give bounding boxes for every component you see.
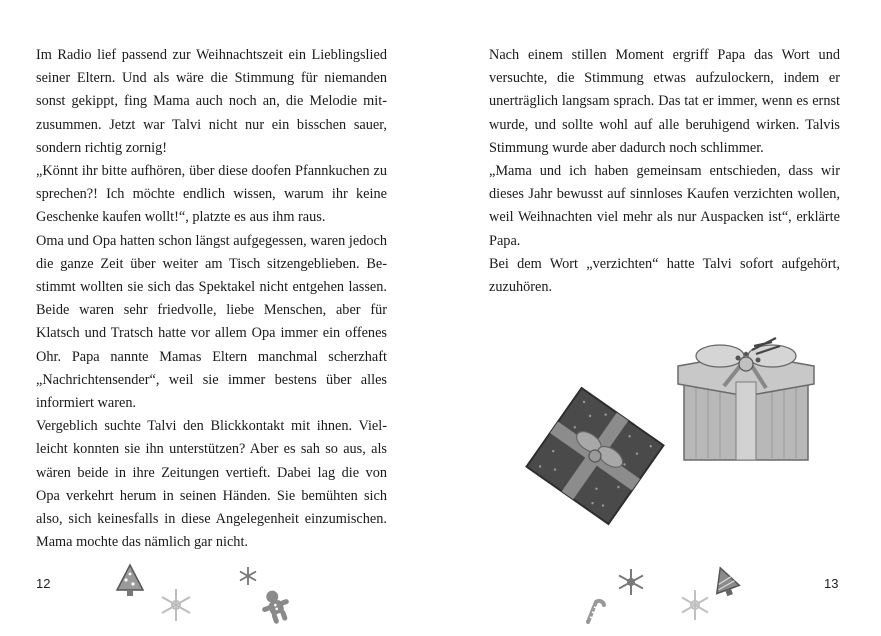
snowflake-small-icon xyxy=(238,566,258,586)
snowflake-small-icon xyxy=(616,567,646,597)
left-page-text xyxy=(36,44,387,554)
christmas-tree-cookie-icon xyxy=(112,562,148,598)
snowflake-large-icon xyxy=(678,588,712,622)
candy-cane-icon xyxy=(582,594,606,624)
paragraph: Nach einem stillen Moment ergriff Papa das Wort und versuchte, die Stimmung etwas aufzulockern, indem er unerträglich langsam sprach. Das tat er immer, wenn es ernst wurde, und sollte wohl auf alle beruhigend wirken. Talvis Stimmung wurde aber dadurch noch schlimmer. xyxy=(489,47,840,156)
paragraph: „Mama und ich haben gemeinsam entschieden, dass wir dieses Jahr bewusst auf sinnloses Kaufen verzichten wollen, weil Weihnachten viel mehr als nur Auspacken ist“, erklärte Papa. xyxy=(489,163,840,249)
left-page xyxy=(0,0,440,636)
gift-box-dark-dotted-icon xyxy=(520,386,670,526)
paragraph: Vergeblich suchte Talvi den Blickkontakt mit ihnen. Vielleicht konnten sie ihn unterstützen? Aber es sah so aus, als wären beide in ihre Zeitungen vertieft. Dabei lag die von Opa verkehrt herum in seinen Händen. Sie bemühten sich also, sich keinesfalls in diese Angelegenheit einzumischen. Mama mochte das nämlich gar nicht. xyxy=(36,418,387,551)
paragraph: „Könnt ihr bitte aufhören, über diese doofen Pfannkuchen zu sprechen?! Ich möchte endlich wissen, warum ihr keine Geschenke kaufen wollt!“, platzte es aus ihm raus. xyxy=(36,163,387,226)
paragraph: Bei dem Wort „verzichten“ hatte Talvi sofort aufgehört, zuzuhören. xyxy=(489,255,840,296)
paragraph: Oma und Opa hatten schon längst aufgegessen, waren jedoch die ganze Zeit über weiter am Tisch sitzengeblieben. Bestimmt wollten sie sich das Spektakel nicht entgehen lassen. Beide waren sehr friedvolle, liebe Menschen, aber für Klatsch und Tratsch hatte vor allem Opa immer ein offenes Ohr. Papa nannte Mamas Eltern manchmal scherzhaft „Nachrichtensender“, weil sie immer bestens über alles informiert waren. xyxy=(36,232,387,412)
christmas-tree-cookie-icon xyxy=(708,564,742,598)
gingerbread-man-icon xyxy=(260,589,292,625)
gift-box-light-striped-icon xyxy=(676,336,816,462)
paragraph: Im Radio lief passend zur Weihnachtszeit ein Lieblingslied seiner Eltern. Und als wäre die Stimmung für niemanden sonst gekippt, fing Mama auch noch an, die Melodie mitzusummen. Jetzt war Talvi nicht nur ein bisschen sauer, sondern richtig zornig! xyxy=(36,47,387,156)
right-page xyxy=(440,0,881,636)
page-number: 12 xyxy=(36,576,51,591)
right-page-text xyxy=(489,44,840,299)
page-number: 13 xyxy=(824,576,839,591)
snowflake-large-icon xyxy=(158,587,194,623)
